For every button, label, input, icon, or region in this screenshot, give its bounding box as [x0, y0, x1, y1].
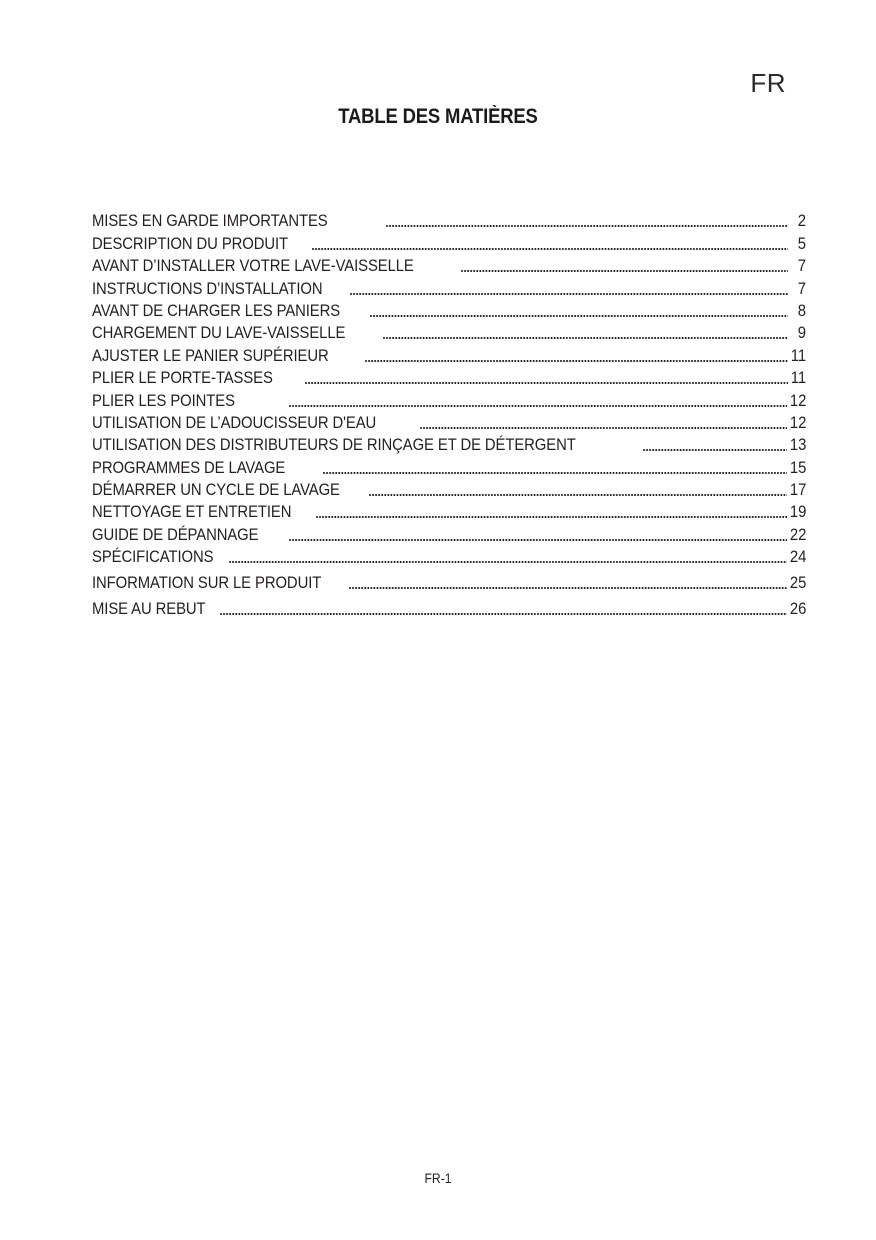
toc-entry-label: UTILISATION DE L’ADOUCISSEUR D'EAU [92, 413, 377, 432]
toc-entry[interactable] [92, 209, 806, 231]
toc-dot-leader [289, 391, 787, 411]
toc-entry-label: INFORMATION SUR LE PRODUIT [92, 574, 322, 593]
toc-entry-page-number: 8 [797, 301, 806, 320]
toc-entry-label: PLIER LE PORTE-TASSES [92, 369, 273, 388]
toc-entry-page-number: 26 [789, 600, 806, 619]
toc-entry[interactable] [92, 433, 806, 455]
toc-entry[interactable] [92, 545, 806, 567]
toc-entry-page-number: 12 [789, 391, 806, 410]
toc-entry[interactable] [92, 231, 806, 253]
toc-dot-leader [220, 599, 787, 619]
toc-entry-page-number: 11 [790, 346, 806, 365]
toc-entry[interactable] [92, 254, 806, 276]
toc-entry-label: INSTRUCTIONS D’INSTALLATION [92, 279, 323, 298]
toc-dot-leader [289, 525, 787, 545]
toc-dot-leader [369, 480, 786, 500]
toc-dot-leader [350, 279, 788, 299]
toc-dot-leader [420, 413, 787, 433]
toc-entry-label: MISE AU REBUT [92, 600, 206, 619]
page-title: TABLE DES MATIÈRES [338, 105, 538, 128]
toc-entry-page-number: 7 [797, 279, 806, 298]
toc-entry-page-number: 5 [797, 234, 806, 253]
toc-entry-label: DÉMARRER UN CYCLE DE LAVAGE [92, 481, 340, 500]
toc-dot-leader [323, 458, 787, 478]
footer-page-marker: FR-1 [424, 1171, 452, 1186]
toc-entry-label: AVANT DE CHARGER LES PANIERS [92, 301, 341, 320]
toc-entry-page-number: 24 [789, 548, 806, 567]
toc-entry-page-number: 2 [797, 212, 806, 231]
toc-entry[interactable] [92, 411, 806, 433]
toc-dot-leader [370, 301, 788, 321]
toc-entry[interactable] [92, 276, 806, 298]
toc-entry[interactable] [92, 321, 806, 343]
toc-entry-page-number: 7 [797, 257, 806, 276]
toc-dot-leader [349, 573, 787, 593]
toc-entry[interactable] [92, 593, 806, 619]
toc-entry-label: GUIDE DE DÉPANNAGE [92, 525, 259, 544]
toc-entry[interactable] [92, 478, 806, 500]
toc-entry-label: PROGRAMMES DE LAVAGE [92, 458, 286, 477]
toc-dot-leader [365, 346, 788, 366]
toc-entry-label: MISES EN GARDE IMPORTANTES [92, 212, 328, 231]
toc-entry-label: PLIER LES POINTES [92, 391, 235, 410]
toc-entry-label: NETTOYAGE ET ENTRETIEN [92, 503, 292, 522]
toc-entry-label: SPÉCIFICATIONS [92, 548, 214, 567]
toc-dot-leader [386, 211, 788, 231]
table-of-contents [92, 209, 806, 619]
toc-entry-page-number: 15 [789, 458, 806, 477]
toc-dot-leader [229, 547, 787, 567]
toc-dot-leader [312, 234, 788, 254]
toc-dot-leader [643, 435, 786, 455]
toc-entry[interactable] [92, 522, 806, 544]
toc-entry-page-number: 12 [789, 413, 806, 432]
toc-entry-label: AJUSTER LE PANIER SUPÉRIEUR [92, 346, 329, 365]
toc-entry-label: CHARGEMENT DU LAVE-VAISSELLE [92, 324, 346, 343]
toc-entry[interactable] [92, 567, 806, 593]
toc-entry[interactable] [92, 455, 806, 477]
toc-entry-page-number: 9 [797, 324, 806, 343]
language-marker: FR [750, 68, 786, 98]
toc-entry[interactable] [92, 388, 806, 410]
toc-dot-leader [305, 368, 788, 388]
toc-entry-page-number: 11 [790, 369, 806, 388]
toc-entry-page-number: 25 [789, 574, 806, 593]
toc-entry-label: DESCRIPTION DU PRODUIT [92, 234, 289, 253]
toc-entry-page-number: 22 [789, 525, 806, 544]
toc-entry-page-number: 19 [789, 503, 806, 522]
toc-dot-leader [383, 323, 788, 343]
toc-entry-page-number: 13 [789, 436, 806, 455]
toc-entry-label: AVANT D’INSTALLER VOTRE LAVE-VAISSELLE [92, 257, 414, 276]
toc-entry[interactable] [92, 366, 806, 388]
toc-dot-leader [461, 256, 788, 276]
toc-dot-leader [316, 502, 787, 522]
toc-entry-label: UTILISATION DES DISTRIBUTEURS DE RINÇAGE ET DE DÉTERGENT [92, 436, 576, 455]
toc-entry[interactable] [92, 299, 806, 321]
toc-entry[interactable] [92, 343, 806, 365]
toc-entry-page-number: 17 [789, 481, 806, 500]
toc-entry[interactable] [92, 500, 806, 522]
